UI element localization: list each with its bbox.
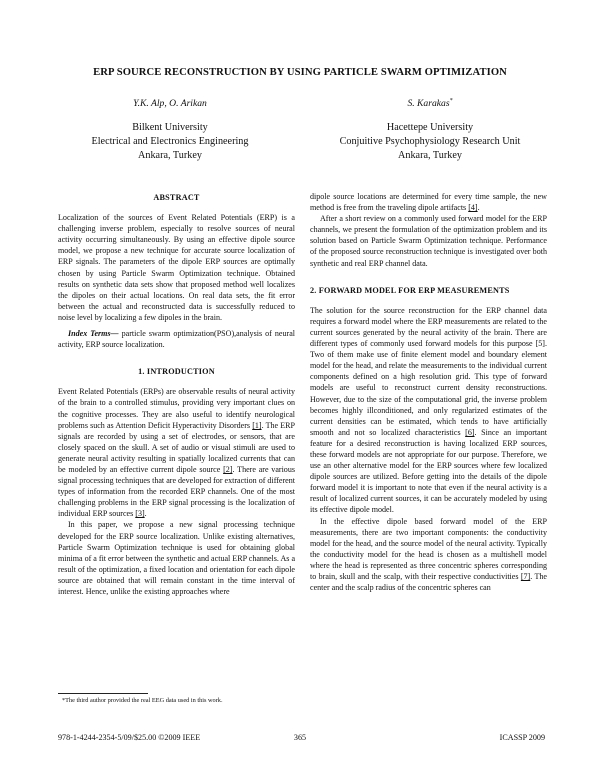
forward-paragraph-1: The solution for the source reconstruction for the ERP channel data requires a forward model where the ERP measurements are related to the current sources generated by the neural activity of the brain. There are different types of commonly used forward models for this purpose [5]. Two of them make use of finite element model and boundary element model for the head, and relate the measurements to the individual current components defined on a high resolution grid. This type of forward models are useful to reconstruct current density reconstructions. However, due to the size of the computational grid, the inverse problem becomes highly illconditioned, and only regularized estimates of the current densities can be estimated, which tends to have artificially smooth and not so localized characteristics [6]. Since an important feature for a desired reconstruction is having localized ERP sources, these forward models are not appropriate for our purpose. Therefore, we use an other alternative model for the ERP sources where few localized dipole sources are utilized. Before getting into the details of the dipole forward model it is important to note that even if the neural activity is a result of localized current sources, it can be accurately modeled by using its effective dipole model.	[310, 305, 547, 515]
affiliation-line: Bilkent University	[132, 122, 208, 133]
affiliation-line: Conjuitive Psychophysiology Research Unit	[339, 136, 521, 148]
section-heading-introduction: 1. INTRODUCTION	[138, 367, 215, 377]
citation-link[interactable]: [2]	[223, 464, 233, 474]
citation-link[interactable]: [1]	[252, 420, 262, 430]
index-terms	[58, 328, 295, 350]
right-paragraph-1: dipole source locations are determined for every time sample, the new method is free from the traveling dipole artifacts [4].	[310, 192, 547, 213]
affiliation-line: Hacettepe University	[386, 122, 474, 134]
intro-paragraph-2: In this paper, we propose a new signal processing technique developed for the ERP source localization. Unlike existing alternatives, Particle Swarm Optimization technique is used for obtaining global minima of a fit error between the synthetic and actual ERP channels. As a result of the optimization, a fixed location and orientation for each dipole source are obtained that will remain constant in the time interval of interest. Hence, unlike the existing approaches where	[58, 520, 296, 596]
footer-isbn: 978-1-4244-2354-5/09/$25.00 ©2009 IEEE	[58, 733, 201, 742]
citation-link[interactable]: [6]	[465, 427, 475, 437]
intro-paragraph-1: Event Related Potentials (ERPs) are observable results of neural activity of the brain to a controlled stimulus, providing very important clues on the cognitive processes. They are also useful to identify neurological problems such as Attention Deficit Hyperactivity Disorders [1]. The ERP signals are recorded by using a set of electrodes, or sensors, that are closely spaced on the skull. A set of audio or visual stimuli are used to generate neural activity resulting in spatially localized currents that can be modeled by an effective current dipole source [2]. There are various signal processing techniques that are developed for extraction of different types of information from the recorded ERP channels. One of the most challenging problems in the ERP signal processing is the localization of individual ERP sources [3].	[58, 387, 295, 519]
footer-page-number: 365	[293, 733, 307, 742]
left-column	[58, 192, 295, 597]
affiliation-line: Ankara, Turkey	[398, 150, 462, 162]
abstract-heading: ABSTRACT	[153, 193, 200, 202]
citation-link[interactable]: [7]	[520, 572, 531, 581]
right-column	[310, 191, 547, 593]
affiliation-line: Ankara, Turkey	[138, 150, 202, 161]
index-terms-label: Index Terms—	[68, 329, 119, 339]
author-block-left	[50, 98, 290, 163]
author-names: Y.K. Alp, O. Arikan	[133, 98, 207, 109]
author-mark: *	[449, 98, 453, 104]
author-block-right	[310, 98, 550, 163]
index-terms-text: particle swarm optimization(PSO),analysis of neural activity, ERP source localization.	[58, 329, 295, 350]
abstract-text: Localization of the sources of Event Related Potentials (ERP) is a challenging inverse problem, especially to resolve sources of neural activity occurring simultaneously. By using an effective dipole source model, we propose a new technique for accurate source localization of ERP signals. The parameters of the dipole ERP sources are optimally chosen by using Particle Swarm Optimization technique. Obtained results on synthetic data sets show that proposed method well localizes the dipoles on their actual locations. On real data sets, the fit error between the actual and reconstructed data is successfully reduced to noise level by localizing a few dipoles in the brain.	[58, 213, 295, 322]
affiliation-line: Electrical and Electronics Engineering	[91, 136, 249, 147]
citation-link[interactable]: [3]	[135, 509, 145, 519]
footer-conference: ICASSP 2009	[499, 733, 545, 742]
footnote-rule	[58, 693, 148, 694]
right-paragraph-2: After a short review on a commonly used forward model for the ERP channels, we present the formulation of the optimization problem and its solution based on Particle Swarm Optimization technique. Performance of the proposed source reconstruction technique is investigated over both synthetic and real ERP channel data.	[310, 214, 547, 268]
forward-paragraph-2: In the effective dipole based forward model of the ERP measurements, there are two important components: the conductivity model for the head, and the source model of the neural activity. Typically the conductivity model for the head is chosen as a multishell model where the head is represented as three concentric spheres corresponding to brain, skull and the scalp, with their respective conductivities [7]. The center and the scalp radius of the concentric spheres can	[310, 516, 547, 593]
footnote: *The third author provided the real EEG data used in this work.	[62, 697, 223, 704]
author-names: S. Karakas	[407, 98, 450, 110]
section-heading-forward-model: 2. FORWARD MODEL FOR ERP MEASUREMENTS	[310, 285, 510, 295]
citation-link[interactable]: [4]	[468, 203, 478, 213]
paper-title: ERP SOURCE RECONSTRUCTION BY USING PARTICLE SWARM OPTIMIZATION	[93, 67, 507, 78]
